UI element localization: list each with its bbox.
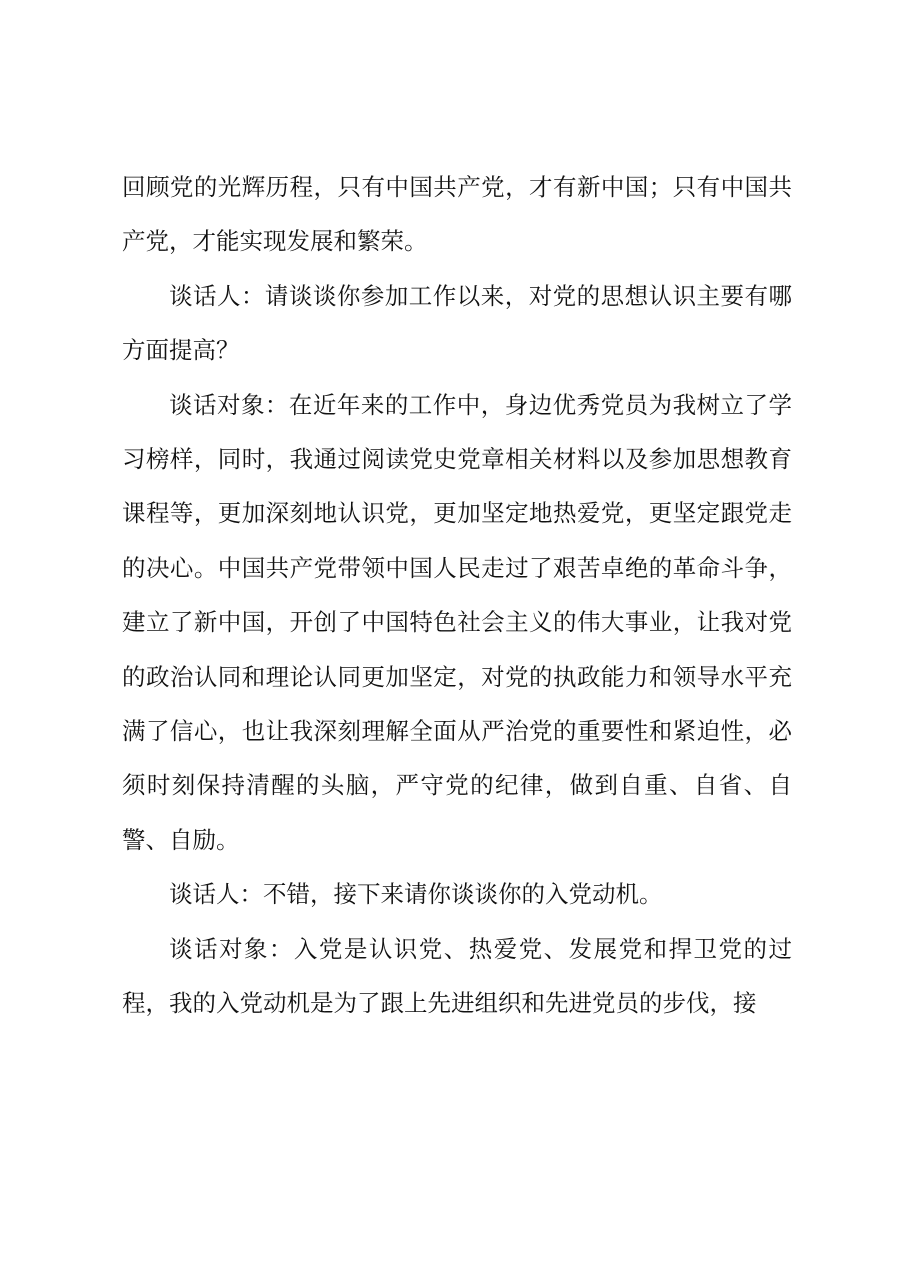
paragraph-interviewer-question-1: 谈话人：请谈谈你参加工作以来，对党的思想认识主要有哪方面提高？ — [122, 281, 792, 365]
paragraph-interviewee-answer-1: 谈话对象：在近年来的工作中，身边优秀党员为我树立了学习榜样，同时，我通过阅读党史党章相关材料以及参加思想教育课程等，更加深刻地认识党，更加坚定地热爱党，更坚定跟党走的决心。中国共产党带领中国人民走过了艰苦卓绝的革命斗争，建立了新中国，开创了中国特色社会主义的伟大事业，让我对党的政治认同和理论认同更加坚定，对党的执政能力和领导水平充满了信心，也让我深刻理解全面从严治党的重要性和紧迫性，必须时刻保持清醒的头脑，严守党的纪律，做到自重、自省、自警、自励。 — [122, 390, 792, 854]
document-body — [122, 160, 792, 1031]
paragraph-interviewer-question-2: 谈话人：不错，接下来请你谈谈你的入党动机。 — [169, 880, 663, 909]
paragraph-interviewee-answer-2: 谈话对象：入党是认识党、热爱党、发展党和捍卫党的过程，我的入党动机是为了跟上先进组织和先进党员的步伐，接 — [122, 934, 792, 1018]
paragraph-opening: 回顾党的光辉历程，只有中国共产党，才有新中国；只有中国共产党，才能实现发展和繁荣。 — [122, 173, 792, 256]
